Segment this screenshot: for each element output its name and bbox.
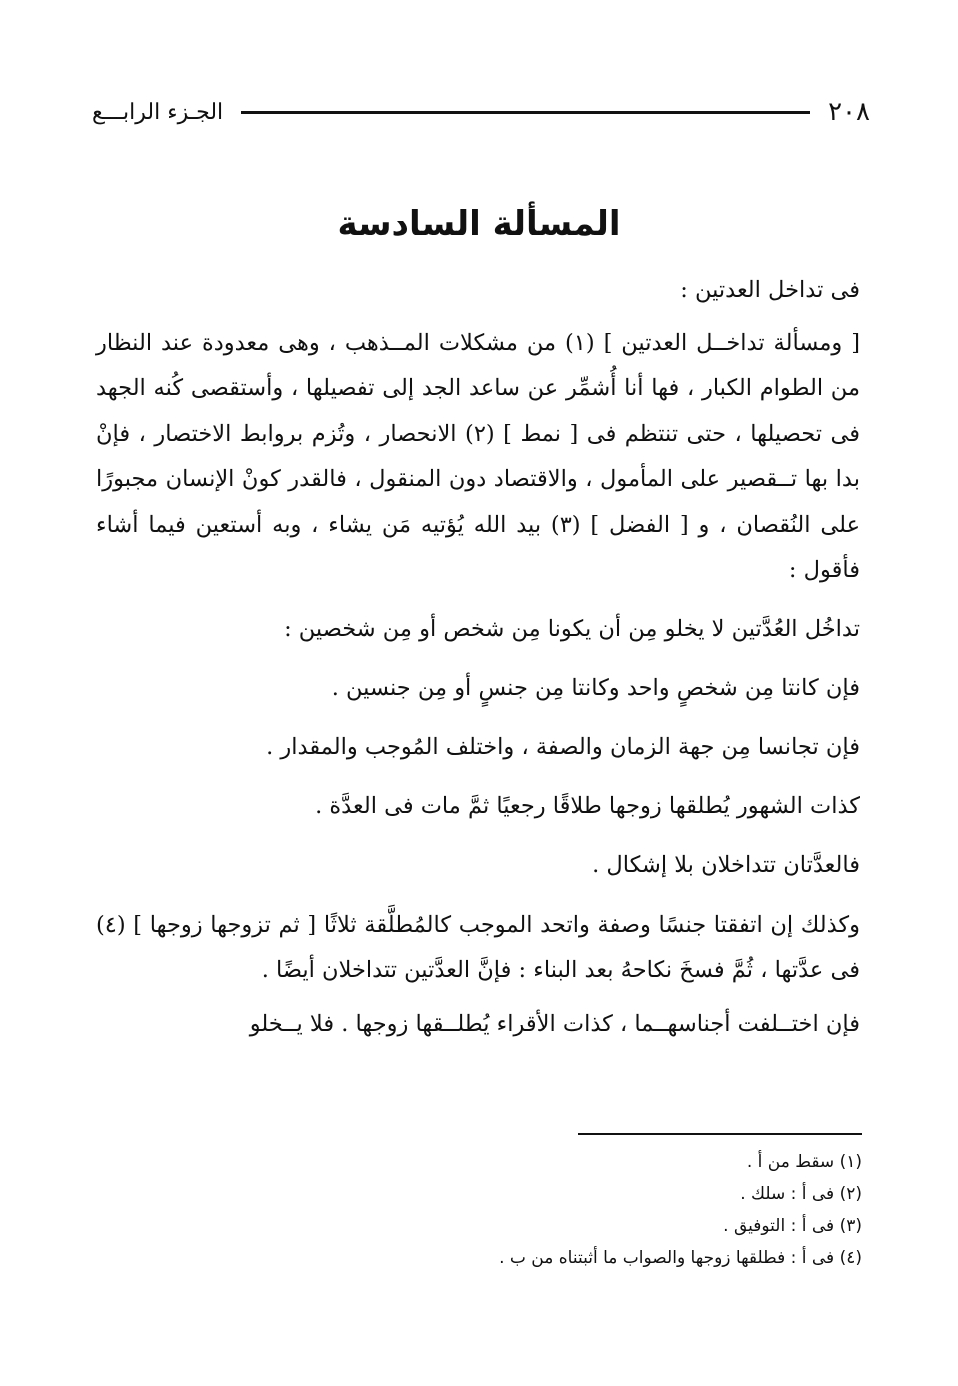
footnote-2: (٢) فى أ : سلك .	[740, 1184, 862, 1204]
page-header	[92, 92, 870, 132]
paragraph-2: وكذلك إن اتفقتا جنسًا وصفة واتحد الموجب كالمُطلَّقة ثلاثًا [ ثم تزوجها زوجها ] (٤) فى عدَّتها ، ثُمَّ فسخَ نكاحهُ بعد البناء : فإنَّ العدَّتين تتداخلان أيضًا .	[96, 911, 860, 983]
page-number: ٢٠٨	[828, 97, 870, 127]
running-head: الجـزء الرابـــع	[92, 99, 224, 125]
case-line-4: كذات الشهور يُطلقها زوجها طلاقًا رجعيًا ثمَّ مات فى العدَّة .	[315, 792, 860, 819]
section-title: المسألة السادسة	[337, 204, 621, 244]
footnotes	[162, 1146, 862, 1274]
footnote-4: (٤) فى أ : فطلقها زوجها والصواب ما أثبتناه من ب .	[499, 1248, 862, 1268]
footnote-rule	[578, 1133, 862, 1135]
paragraph-3: فإن اختــلفت أجناسهــما ، كذات الأقراء يُطلــقها زوجها . فلا يــخلو	[249, 1010, 860, 1037]
case-line-5: فالعدَّتان تتداخلان بلا إشكال .	[592, 851, 860, 878]
case-line-2: فإن كانتا مِن شخصٍ واحد وكانتا مِن جنسٍ أو مِن جنسين .	[331, 674, 860, 701]
footnote-3: (٣) فى أ : التوفيق .	[723, 1216, 862, 1236]
body-text	[96, 268, 860, 1047]
paragraph-1: [ ومسألة تداخــل العدتين ] (١) من مشكلات المــذهب ، وهى معدودة عند النظار من الطوام الكبار ، فها أنا أُشمِّر عن ساعد الجد إلى تفصيلها ، وأستقصى كُنه الجهد فى تحصيلها ، حتى تنتظم فى [ نمط ] (٢) الانحصار ، وتُزم بروابط الاختصار ، فإنْ بدا بها تــقصير على المأمول ، والاقتصاد دون المنقول ، فالقدر كونْ الإنسان مجبورًا على النُقصان ، و [ الفضل ] (٣) بيد الله يُؤتيه مَن يشاء ، وبه أستعين فيما أشاء فأقول :	[96, 329, 861, 583]
case-line-3: فإن تجانسا مِن جهة الزمان والصفة ، واختلف المُوجب والمقدار .	[266, 733, 860, 760]
footnote-1: (١) سقط من أ .	[746, 1152, 862, 1172]
header-rule	[241, 111, 810, 114]
case-line-1: تداخُل العُدَّتين لا يخلو مِن أن يكونا مِن شخص أو مِن شخصين :	[284, 615, 860, 642]
intro-line: فى تداخل العدتين :	[680, 277, 860, 303]
case-lines	[96, 600, 860, 895]
